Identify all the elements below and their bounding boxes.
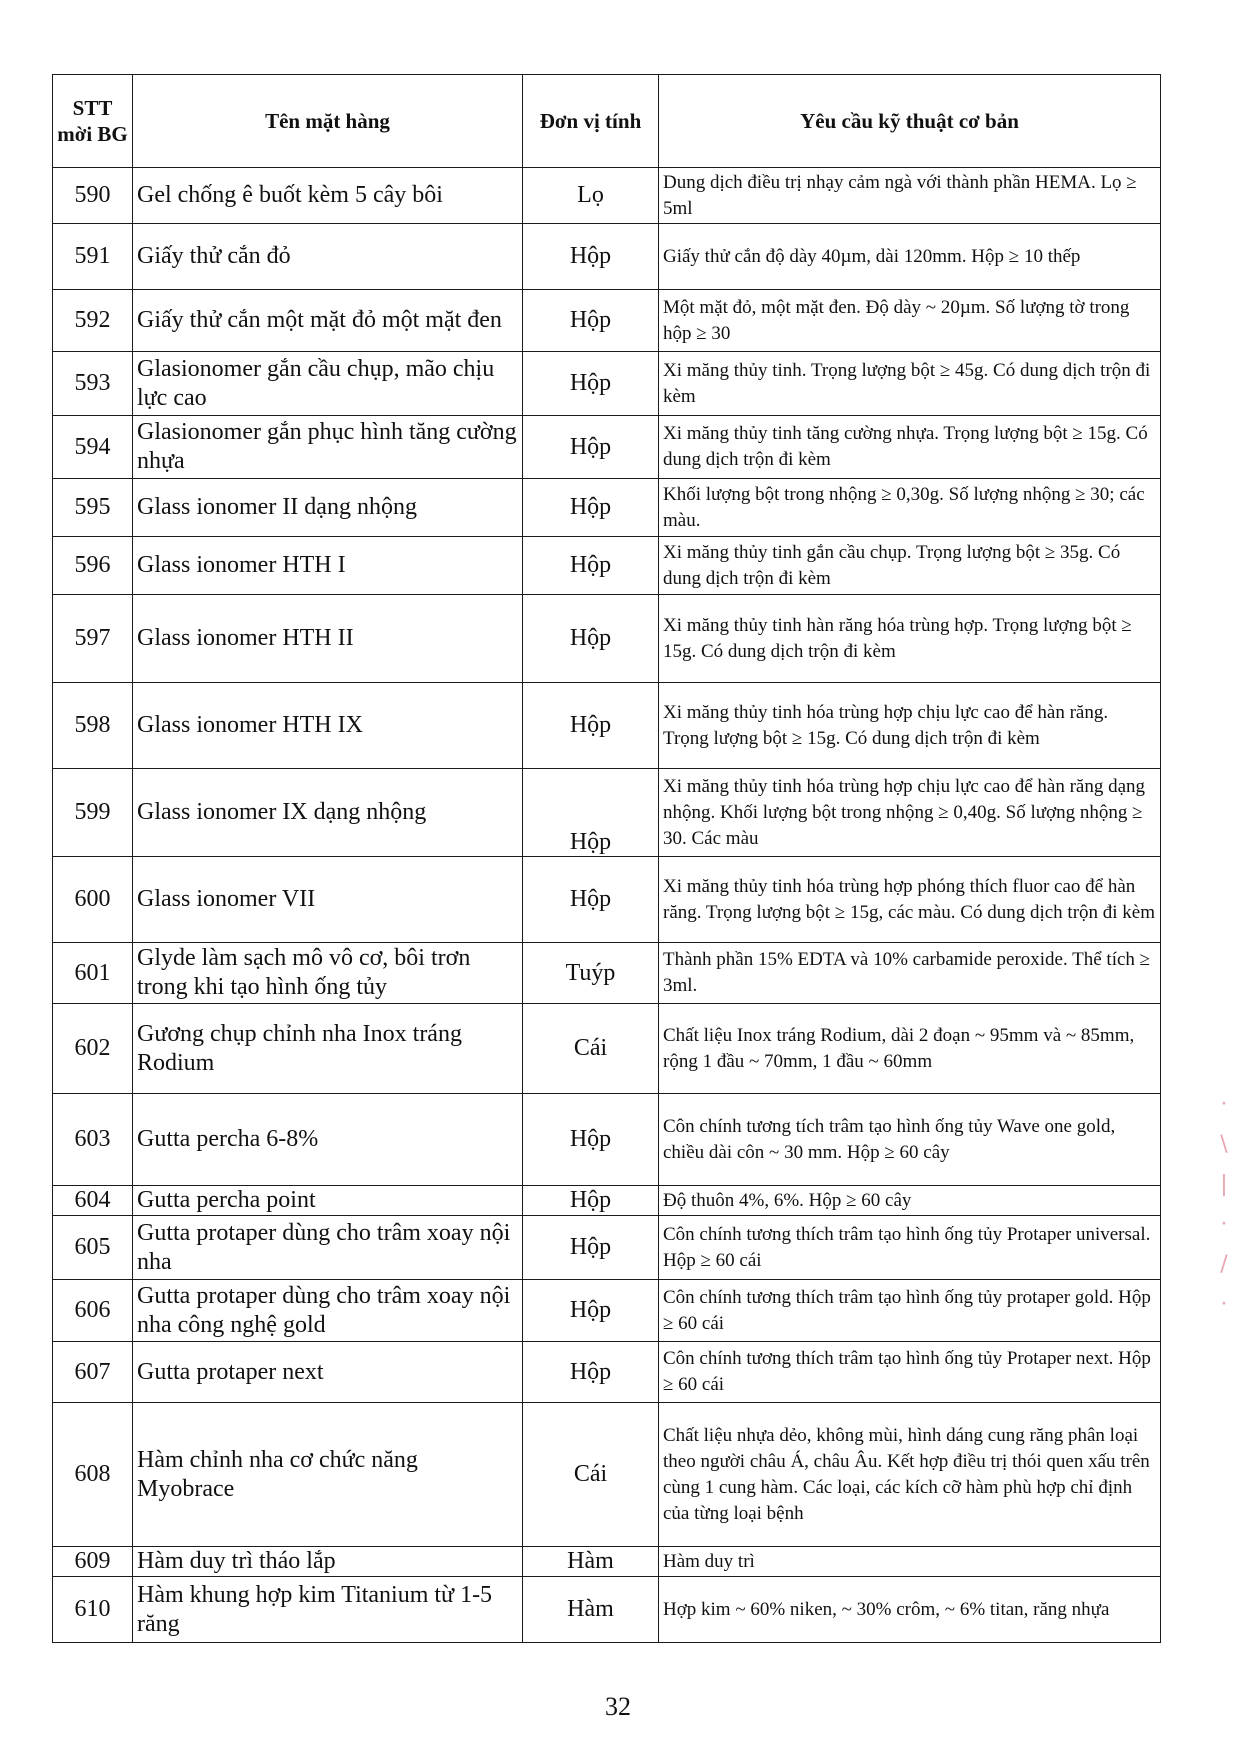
table-row	[53, 943, 1161, 1004]
cell-stt: 609	[53, 1547, 133, 1577]
table-row	[53, 1280, 1161, 1342]
cell-name: Hàm khung hợp kim Titanium từ 1-5 răng	[133, 1577, 523, 1643]
cell-name: Hàm chỉnh nha cơ chức năng Myobrace	[133, 1403, 523, 1547]
cell-unit: Hộp	[523, 416, 659, 479]
cell-name: Giấy thử cắn đỏ	[133, 224, 523, 290]
cell-stt: 606	[53, 1280, 133, 1342]
header-stt: STT mời BG	[53, 75, 133, 168]
cell-unit: Hộp	[523, 683, 659, 769]
header-requirements: Yêu cầu kỹ thuật cơ bản	[659, 75, 1161, 168]
cell-stt: 608	[53, 1403, 133, 1547]
cell-stt: 602	[53, 1004, 133, 1094]
cell-name: Glass ionomer IX dạng nhộng	[133, 769, 523, 857]
cell-stt: 596	[53, 537, 133, 595]
header-unit: Đơn vị tính	[523, 75, 659, 168]
cell-stt: 598	[53, 683, 133, 769]
cell-name: Glass ionomer HTH IX	[133, 683, 523, 769]
cell-unit: Hộp	[523, 1342, 659, 1403]
cell-stt: 610	[53, 1577, 133, 1643]
cell-unit: Hộp	[523, 1186, 659, 1216]
cell-stt: 590	[53, 168, 133, 224]
cell-name: Glyde làm sạch mô vô cơ, bôi trơn trong khi tạo hình ống tủy	[133, 943, 523, 1004]
cell-stt: 594	[53, 416, 133, 479]
cell-unit: Hàm	[523, 1547, 659, 1577]
cell-stt: 601	[53, 943, 133, 1004]
cell-name: Hàm duy trì tháo lắp	[133, 1547, 523, 1577]
table-row	[53, 537, 1161, 595]
cell-requirements: Chất liệu Inox tráng Rodium, dài 2 đoạn ~ 95mm và ~ 85mm, rộng 1 đầu ~ 70mm, 1 đầu ~ 60mm	[659, 1004, 1161, 1094]
cell-name: Gel chống ê buốt kèm 5 cây bôi	[133, 168, 523, 224]
cell-unit: Hộp	[523, 224, 659, 290]
cell-name: Giấy thử cắn một mặt đỏ một mặt đen	[133, 290, 523, 352]
cell-requirements: Xi măng thủy tinh hóa trùng hợp chịu lực cao để hàn răng dạng nhộng. Khối lượng bột trong nhộng ≥ 0,40g. Số lượng nhộng ≥ 30. Các màu	[659, 769, 1161, 857]
stamp-fragment-decoration: · \ | · / ·	[1220, 1092, 1228, 1317]
cell-unit: Cái	[523, 1403, 659, 1547]
table-row	[53, 769, 1161, 857]
cell-requirements: Độ thuôn 4%, 6%. Hộp ≥ 60 cây	[659, 1186, 1161, 1216]
table-row	[53, 1577, 1161, 1643]
cell-unit: Tuýp	[523, 943, 659, 1004]
table-row	[53, 857, 1161, 943]
cell-requirements: Côn chính tương thích trâm tạo hình ống tủy Protaper universal. Hộp ≥ 60 cái	[659, 1216, 1161, 1280]
cell-unit: Hộp	[523, 479, 659, 537]
header-name: Tên mặt hàng	[133, 75, 523, 168]
cell-name: Glasionomer gắn phục hình tăng cường nhựa	[133, 416, 523, 479]
cell-stt: 599	[53, 769, 133, 857]
cell-stt: 607	[53, 1342, 133, 1403]
cell-unit: Hộp	[523, 857, 659, 943]
cell-requirements: Côn chính tương thích trâm tạo hình ống tủy protaper gold. Hộp ≥ 60 cái	[659, 1280, 1161, 1342]
page-number: 32	[605, 1692, 631, 1721]
table-row	[53, 683, 1161, 769]
table-row	[53, 1186, 1161, 1216]
table-row	[53, 1216, 1161, 1280]
cell-name: Gutta percha point	[133, 1186, 523, 1216]
table-row	[53, 290, 1161, 352]
cell-name: Gutta protaper dùng cho trâm xoay nội nha	[133, 1216, 523, 1280]
cell-name: Glass ionomer HTH II	[133, 595, 523, 683]
cell-stt: 595	[53, 479, 133, 537]
cell-name: Gutta percha 6-8%	[133, 1094, 523, 1186]
table-row	[53, 1004, 1161, 1094]
cell-stt: 591	[53, 224, 133, 290]
table-row	[53, 479, 1161, 537]
cell-unit: Hộp	[523, 769, 659, 857]
cell-unit: Hộp	[523, 352, 659, 416]
cell-name: Glasionomer gắn cầu chụp, mão chịu lực cao	[133, 352, 523, 416]
cell-requirements: Hàm duy trì	[659, 1547, 1161, 1577]
cell-name: Gutta protaper dùng cho trâm xoay nội nha công nghệ gold	[133, 1280, 523, 1342]
cell-unit: Lọ	[523, 168, 659, 224]
cell-name: Glass ionomer II dạng nhộng	[133, 479, 523, 537]
cell-requirements: Dung dịch điều trị nhạy cảm ngà với thành phần HEMA. Lọ ≥ 5ml	[659, 168, 1161, 224]
table-row	[53, 168, 1161, 224]
cell-name: Glass ionomer VII	[133, 857, 523, 943]
cell-stt: 592	[53, 290, 133, 352]
cell-stt: 593	[53, 352, 133, 416]
cell-unit: Hộp	[523, 537, 659, 595]
cell-name: Glass ionomer HTH I	[133, 537, 523, 595]
cell-unit: Cái	[523, 1004, 659, 1094]
cell-stt: 597	[53, 595, 133, 683]
cell-requirements: Côn chính tương tích trâm tạo hình ống tủy Wave one gold, chiều dài côn ~ 30 mm. Hộp ≥ 60 cây	[659, 1094, 1161, 1186]
cell-unit: Hộp	[523, 595, 659, 683]
table-row	[53, 224, 1161, 290]
cell-requirements: Côn chính tương thích trâm tạo hình ống tủy Protaper next. Hộp ≥ 60 cái	[659, 1342, 1161, 1403]
cell-requirements: Xi măng thủy tinh gắn cầu chụp. Trọng lượng bột ≥ 35g. Có dung dịch trộn đi kèm	[659, 537, 1161, 595]
cell-requirements: Xi măng thủy tinh. Trọng lượng bột ≥ 45g. Có dung dịch trộn đi kèm	[659, 352, 1161, 416]
cell-requirements: Hợp kim ~ 60% niken, ~ 30% crôm, ~ 6% titan, răng nhựa	[659, 1577, 1161, 1643]
table-row	[53, 1547, 1161, 1577]
cell-stt: 604	[53, 1186, 133, 1216]
table-header-row	[53, 75, 1161, 168]
cell-name: Gương chụp chỉnh nha Inox tráng Rodium	[133, 1004, 523, 1094]
cell-requirements: Xi măng thủy tinh hóa trùng hợp chịu lực cao để hàn răng. Trọng lượng bột ≥ 15g. Có dung dịch trộn đi kèm	[659, 683, 1161, 769]
cell-requirements: Xi măng thủy tinh tăng cường nhựa. Trọng lượng bột ≥ 15g. Có dung dịch trộn đi kèm	[659, 416, 1161, 479]
cell-requirements: Một mặt đỏ, một mặt đen. Độ dày ~ 20µm. Số lượng tờ trong hộp ≥ 30	[659, 290, 1161, 352]
cell-unit: Hộp	[523, 1094, 659, 1186]
cell-requirements: Chất liệu nhựa dẻo, không mùi, hình dáng cung răng phân loại theo người châu Á, châu Âu. Kết hợp điều trị thói quen xấu trên cùng 1 cung hàm. Các loại, các kích cỡ hàm phù hợp chỉ định của từng loại bệnh	[659, 1403, 1161, 1547]
cell-name: Gutta protaper next	[133, 1342, 523, 1403]
cell-requirements: Xi măng thủy tinh hóa trùng hợp phóng thích fluor cao để hàn răng. Trọng lượng bột ≥ 15g, các màu. Có dung dịch trộn đi kèm	[659, 857, 1161, 943]
cell-requirements: Khối lượng bột trong nhộng ≥ 0,30g. Số lượng nhộng ≥ 30; các màu.	[659, 479, 1161, 537]
table-row	[53, 595, 1161, 683]
cell-requirements: Giấy thử cắn độ dày 40µm, dài 120mm. Hộp ≥ 10 thếp	[659, 224, 1161, 290]
table-row	[53, 416, 1161, 479]
table-row	[53, 1094, 1161, 1186]
cell-unit: Hộp	[523, 1216, 659, 1280]
cell-unit: Hộp	[523, 290, 659, 352]
cell-requirements: Thành phần 15% EDTA và 10% carbamide peroxide. Thể tích ≥ 3ml.	[659, 943, 1161, 1004]
specification-table	[52, 74, 1161, 1643]
table-row	[53, 1342, 1161, 1403]
cell-unit: Hàm	[523, 1577, 659, 1643]
table-row	[53, 352, 1161, 416]
cell-stt: 605	[53, 1216, 133, 1280]
table-row	[53, 1403, 1161, 1547]
cell-stt: 600	[53, 857, 133, 943]
cell-unit: Hộp	[523, 1280, 659, 1342]
cell-requirements: Xi măng thủy tinh hàn răng hóa trùng hợp. Trọng lượng bột ≥ 15g. Có dung dịch trộn đi kèm	[659, 595, 1161, 683]
cell-stt: 603	[53, 1094, 133, 1186]
